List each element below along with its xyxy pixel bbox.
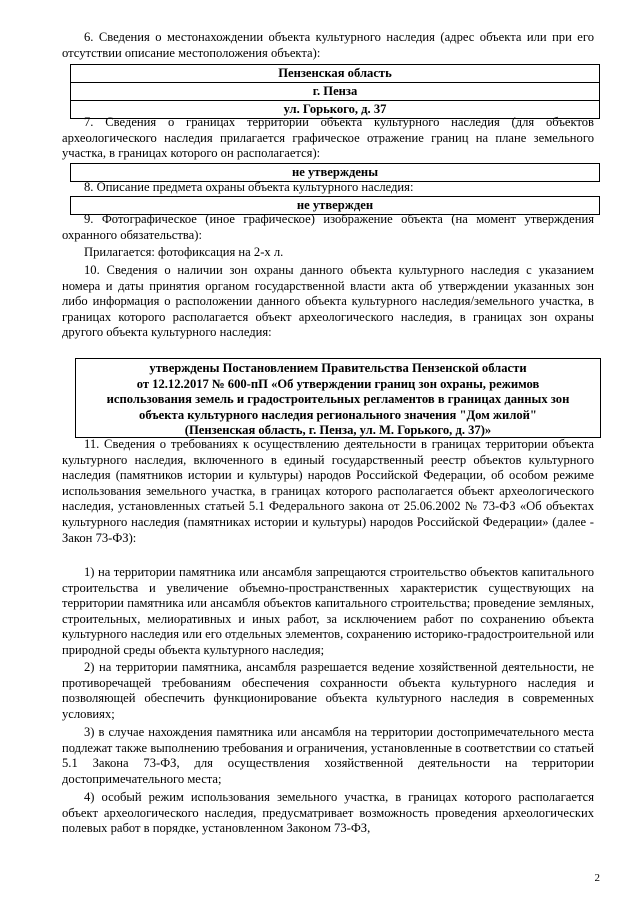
section-7-text: 7. Сведения о границах территории объекта культурного наследия (для объектов археологического наследия прилагается графическое отражение границ на плане земельного участка, в границах которого он располагается): bbox=[62, 115, 594, 161]
requirement-4: 4) особый режим использования земельного участка, в границах которого располагается объект археологического наследия, предусматривает возможность проведения археологических полевых работ в порядке, установленном Законом 73-ФЗ, bbox=[62, 790, 594, 836]
location-city: г. Пенза bbox=[71, 83, 599, 101]
territory-boundaries-value: не утверждены bbox=[291, 165, 379, 179]
section-10-text: 10. Сведения о наличии зон охраны данного объекта культурного наследия с указанием номера и даты принятия органом государственной власти акта об утверждении указанных зон либо информация о расположении данного объекта культурного наследия/земельного участка, в границах которого располагается объект археологического наследия, в границах зон охраны другого объекта культурного наследия: bbox=[62, 263, 594, 340]
requirement-1: 1) на территории памятника или ансамбля запрещаются строительство объектов капитального строительства и увеличение объемно-пространственных характеристик существующих на территории памятника или ансамбля объектов капитального строительства; проведение земляных, строительных, мелиоративных и иных работ, за исключением работ по сохранению объекта культурного наследия или его отдельных элементов, сохранению историко-градостроительной или природной среды объекта культурного наследия; bbox=[62, 565, 594, 657]
section-8-text: 8. Описание предмета охраны объекта культурного наследия: bbox=[84, 180, 414, 194]
requirement-3: 3) в случае нахождения памятника или ансамбля на территории достопримечательного места подлежат также выполнению требования и ограничения, установленные в соответствии со статьей 5.1 Закона 73-ФЗ, для осуществления хозяйственной деятельности на территории достопримечательного места; bbox=[62, 725, 594, 786]
section-9-text: 9. Фотографическое (иное графическое) изображение объекта (на момент утверждения охранного обязательства): bbox=[62, 212, 594, 242]
protection-zones-line-1: утверждены Постановлением Правительства Пензенской области bbox=[149, 361, 527, 375]
protection-zones-line-5: (Пензенская область, г. Пенза, ул. М. Горького, д. 37)» bbox=[184, 423, 492, 438]
protection-zones-line-4: объекта культурного наследия регионального значения "Дом жилой" bbox=[139, 407, 537, 422]
protection-zones-box bbox=[75, 358, 601, 438]
section-9-attachment: Прилагается: фотофиксация на 2-х л. bbox=[84, 245, 284, 259]
protection-zones-line-3: использования земель и градостроительных регламентов в границах данных зон bbox=[106, 392, 570, 407]
location-table bbox=[70, 64, 600, 119]
location-region: Пензенская область bbox=[71, 65, 599, 83]
section-11-text: 11. Сведения о требованиях к осуществлению деятельности в границах территории объекта культурного наследия, включенного в единый государственный реестр объектов культурного наследия (памятников истории и культуры) народов Российской Федерации, об особом режиме использования земельного участка, в границах которого располагается объект археологического наследия, установленных статьей 5.1 Федерального закона от 25.06.2002 № 73-ФЗ «Об объектах культурного наследия (памятниках истории и культуры) народов Российской Федерации» (далее - Закон 73-ФЗ): bbox=[62, 437, 594, 545]
location-street: ул. Горького, д. 37 bbox=[283, 102, 387, 116]
requirement-2: 2) на территории памятника, ансамбля разрешается ведение хозяйственной деятельности, не противоречащей требованиям обеспечения сохранности объекта культурного наследия и позволяющей обеспечить функционирование объекта культурного наследия в современных условиях; bbox=[62, 660, 594, 721]
page-number: 2 bbox=[594, 872, 600, 884]
protection-subject-value: не утвержден bbox=[296, 198, 374, 212]
protection-zones-line-2: от 12.12.2017 № 600-пП «Об утверждении границ зон охраны, режимов bbox=[136, 376, 540, 391]
section-6-text: 6. Сведения о местонахождении объекта культурного наследия (адрес объекта или при его отсутствии описание местоположения объекта): bbox=[62, 30, 594, 60]
